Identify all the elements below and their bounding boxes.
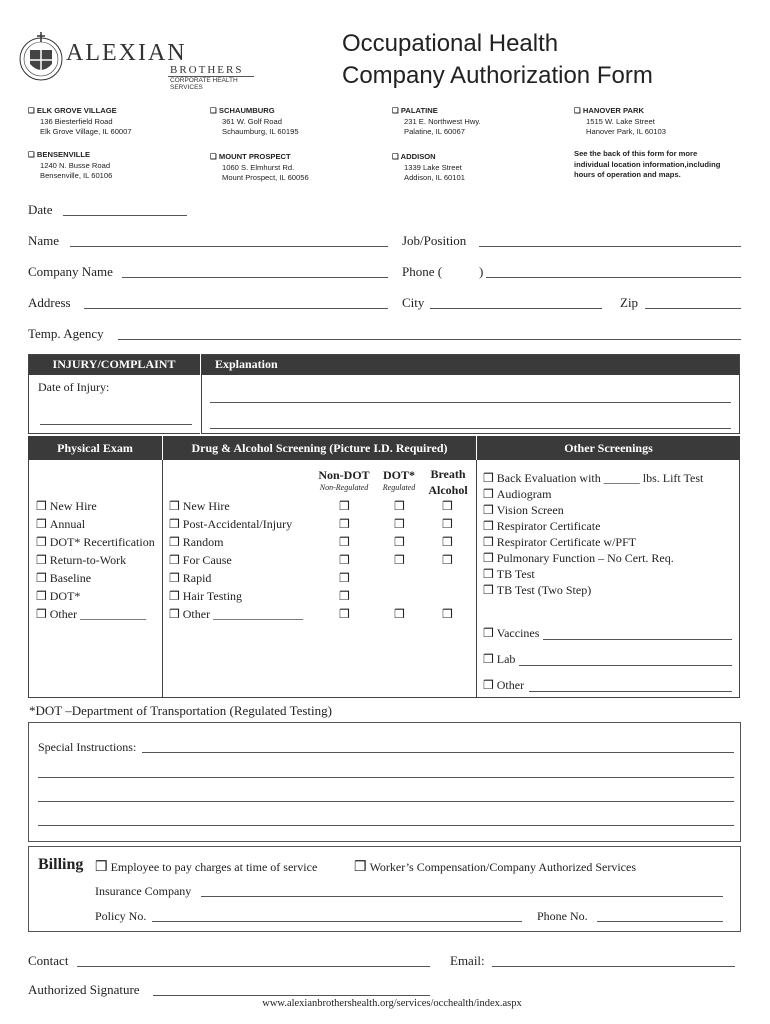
lab-field[interactable] [519,665,732,666]
breath-other-checkbox[interactable]: ❒ [442,607,453,621]
checkbox-icon[interactable]: ❒ [95,860,108,875]
company-name-label: Company Name [28,264,113,279]
other-lab[interactable]: ❒ Lab [483,652,516,666]
nondot-for-cause-checkbox[interactable]: ❒ [339,553,350,567]
nondot-post-accidental-checkbox[interactable]: ❒ [339,517,350,531]
special-instructions-line-2[interactable] [38,777,734,778]
checkbox-icon[interactable]: ❒ [354,860,367,875]
checkbox-icon[interactable]: ❒ [36,535,47,549]
dot-note: *DOT –Department of Transportation (Regulated Testing) [29,703,332,718]
nondot-new-hire-checkbox[interactable]: ❒ [339,499,350,513]
checkbox-icon[interactable]: ❒ [483,503,494,517]
drug-new-hire[interactable]: ❒ New Hire [169,499,230,513]
page-title [342,28,653,92]
checkbox-icon[interactable]: ❒ [169,499,180,513]
checkbox-icon[interactable]: ❒ [483,487,494,501]
policy-no-field[interactable] [152,921,522,922]
checkbox-icon: ❑ [392,106,401,115]
other-respirator-certificate[interactable]: ❒ Respirator Certificate [483,519,601,533]
title-line-2: Company Authorization Form [342,62,653,89]
job-position-field[interactable] [479,246,741,247]
drug-random[interactable]: ❒ Random [169,535,224,549]
checkbox-icon[interactable]: ❒ [169,607,180,621]
temp-agency-label: Temp. Agency [28,326,104,341]
checkbox-icon[interactable]: ❒ [169,589,180,603]
pe-baseline[interactable]: ❒ Baseline [36,571,92,585]
checkbox-icon[interactable]: ❒ [169,553,180,567]
pe-dot-recertification[interactable]: ❒ DOT* Recertification [36,535,155,549]
other-other[interactable]: ❒ Other [483,678,525,692]
address-field[interactable] [84,308,388,309]
checkbox-icon: ❑ [28,150,37,159]
signature-field[interactable] [153,995,430,996]
checkbox-icon: ❑ [210,106,219,115]
dot-column-header: DOT* Regulated [382,468,416,492]
email-label: Email: [450,953,485,968]
location-hanover-park: ❑ HANOVER PARK 1515 W. Lake Street Hanover Park, IL 60103 [574,106,666,136]
breath-alcohol-column-header: Breath Alcohol [428,467,468,497]
breath-random-checkbox[interactable]: ❒ [442,535,453,549]
location-schaumburg: ❑ SCHAUMBURG 361 W. Golf Road Schaumburg, IL 60195 [210,106,299,136]
pe-return-to-work[interactable]: ❒ Return-to-Work [36,553,127,567]
explanation-line-1[interactable] [210,402,731,403]
dot-post-accidental-checkbox[interactable]: ❒ [394,517,405,531]
billing-option-employee[interactable]: ❒ Employee to pay charges at time of service [95,860,318,875]
drug-hair-testing[interactable]: ❒ Hair Testing [169,589,243,603]
brand-sub: BROTHERS [170,64,244,76]
checkbox-icon[interactable]: ❒ [483,626,494,640]
other-vaccines[interactable]: ❒ Vaccines [483,626,540,640]
billing-label: Billing [38,856,84,873]
physical-exam-header: Physical Exam [57,441,133,455]
other-back-evaluation[interactable]: ❒ Back Evaluation with ______ lbs. Lift Test [483,471,704,485]
billing-phone-label: Phone No. [537,909,588,923]
location-palatine: ❑ PALATINE 231 E. Northwest Hwy. Palatine, IL 60067 [392,106,481,136]
address-label: Address [28,295,71,310]
checkbox-icon: ❑ [574,106,583,115]
title-line-1: Occupational Health [342,30,559,57]
other-pulmonary-function[interactable]: ❒ Pulmonary Function – No Cert. Req. [483,551,674,565]
pe-annual[interactable]: ❒ Annual [36,517,86,531]
other-screenings-header: Other Screenings [564,441,653,455]
logo [18,30,258,90]
date-field[interactable] [63,215,187,216]
special-instructions-line-3[interactable] [38,801,734,802]
billing-phone-field[interactable] [597,921,723,922]
dot-for-cause-checkbox[interactable]: ❒ [394,553,405,567]
checkbox-icon[interactable]: ❒ [483,535,494,549]
brand-name: ALEXIAN [66,40,187,66]
insurance-company-label: Insurance Company [95,884,192,898]
checkbox-icon[interactable]: ❒ [483,471,494,485]
brand-tagline: CORPORATE HEALTH SERVICES [170,77,238,91]
date-of-injury-label: Date of Injury: [38,380,110,394]
breath-for-cause-checkbox[interactable]: ❒ [442,553,453,567]
insurance-company-field[interactable] [201,896,723,897]
other-tb-test[interactable]: ❒ TB Test [483,567,535,581]
checkbox-icon[interactable]: ❒ [169,571,180,585]
date-label: Date [28,202,53,217]
location-elk-grove: ❑ ELK GROVE VILLAGE 136 Biesterfield Road Elk Grove Village, IL 60007 [28,106,132,136]
breath-new-hire-checkbox[interactable]: ❒ [442,499,453,513]
zip-label: Zip [620,295,639,310]
signature-label: Authorized Signature [28,982,140,997]
nondot-random-checkbox[interactable]: ❒ [339,535,350,549]
special-instructions-line-1[interactable] [142,752,734,753]
contact-label: Contact [28,953,69,968]
other-audiogram[interactable]: ❒ Audiogram [483,487,552,501]
checkbox-icon[interactable]: ❒ [36,553,47,567]
checkbox-icon[interactable]: ❒ [36,571,47,585]
phone-paren: ) [479,264,484,279]
company-name-field[interactable] [122,277,388,278]
checkbox-icon[interactable]: ❒ [483,519,494,533]
phone-label: Phone ( [402,264,443,279]
other-respirator-pft[interactable]: ❒ Respirator Certificate w/PFT [483,535,637,549]
drug-rapid[interactable]: ❒ Rapid [169,571,212,585]
injury-header: INJURY/COMPLAINT [52,357,176,371]
email-field[interactable] [492,966,735,967]
job-position-label: Job/Position [402,233,467,248]
checkbox-icon[interactable]: ❒ [36,589,47,603]
nondot-column-header: Non-DOT Non-Regulated [318,468,370,492]
policy-no-label: Policy No. [95,909,147,923]
drug-screening-header: Drug & Alcohol Screening (Picture I.D. Required) [191,441,448,455]
contact-field[interactable] [77,966,430,967]
other-field[interactable] [529,691,732,692]
drug-post-accidental[interactable]: ❒ Post-Accidental/Injury [169,517,293,531]
dot-other-checkbox[interactable]: ❒ [394,607,405,621]
phone-field[interactable] [486,277,741,278]
checkbox-icon[interactable]: ❒ [36,517,47,531]
pe-new-hire[interactable]: ❒ New Hire [36,499,97,513]
other-tb-test-two-step[interactable]: ❒ TB Test (Two Step) [483,583,592,597]
dot-new-hire-checkbox[interactable]: ❒ [394,499,405,513]
checkbox-icon[interactable]: ❒ [483,678,494,692]
other-vision-screen[interactable]: ❒ Vision Screen [483,503,564,517]
location-mount-prospect: ❑ MOUNT PROSPECT 1060 S. Elmhurst Rd. Mount Prospect, IL 60056 [210,152,309,182]
checkbox-icon[interactable]: ❒ [483,551,494,565]
explanation-header: Explanation [215,357,278,371]
zip-field[interactable] [645,308,741,309]
pe-other[interactable]: ❒ Other ___________ [36,607,147,621]
checkbox-icon[interactable]: ❒ [169,517,180,531]
explanation-line-2[interactable] [210,428,731,429]
nondot-hair-testing-checkbox[interactable]: ❒ [339,589,350,603]
vaccines-field[interactable] [543,639,732,640]
name-label: Name [28,233,60,248]
special-instructions-line-4[interactable] [38,825,734,826]
special-instructions-label: Special Instructions: [38,740,137,754]
location-bensenville: ❑ BENSENVILLE 1240 N. Busse Road Bensenville, IL 60106 [28,150,113,180]
footer-url[interactable]: www.alexianbrothershealth.org/services/occhealth/index.aspx [262,998,522,1009]
city-field[interactable] [430,308,602,309]
date-of-injury-field[interactable] [40,424,192,425]
dot-random-checkbox[interactable]: ❒ [394,535,405,549]
checkbox-icon: ❑ [210,152,219,161]
checkbox-icon[interactable]: ❒ [483,567,494,581]
pe-dot[interactable]: ❒ DOT* [36,589,81,603]
name-field[interactable] [70,246,388,247]
checkbox-icon[interactable]: ❒ [483,652,494,666]
logo-crest-icon [18,30,64,86]
drug-for-cause[interactable]: ❒ For Cause [169,553,232,567]
billing-option-workers-comp[interactable]: ❒ Worker’s Compensation/Company Authorized Services [354,860,636,875]
checkbox-icon: ❑ [28,106,37,115]
nondot-rapid-checkbox[interactable]: ❒ [339,571,350,585]
city-label: City [402,295,425,310]
checkbox-icon[interactable]: ❒ [36,499,47,513]
checkbox-icon[interactable]: ❒ [36,607,47,621]
checkbox-icon[interactable]: ❒ [169,535,180,549]
locations-note: See the back of this form for more individual location information,including hours of operation and maps. [574,149,721,179]
temp-agency-field[interactable] [118,339,741,340]
breath-post-accidental-checkbox[interactable]: ❒ [442,517,453,531]
nondot-other-checkbox[interactable]: ❒ [339,607,350,621]
checkbox-icon[interactable]: ❒ [483,583,494,597]
drug-other[interactable]: ❒ Other _______________ [169,607,304,621]
location-addison: ❑ ADDISON 1339 Lake Street Addison, IL 60101 [392,152,465,182]
checkbox-icon: ❑ [392,152,401,161]
